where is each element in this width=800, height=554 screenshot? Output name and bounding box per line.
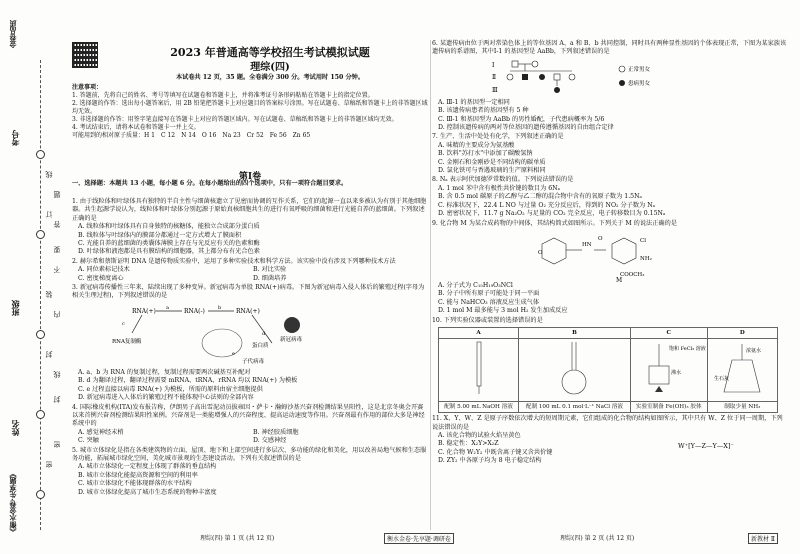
option: C. e 过程直接以病毒 RNA(+) 为模板，所需的原料由宿主细胞提供 <box>78 385 263 393</box>
page-title: 2023 年普通高等学校招生考试模拟试题 <box>170 46 370 59</box>
note-item: 3. 非选择题的作答：用签字笔直接写在答题卡上对应的答题区域内。写在试题卷、草稿纸和答题卡上的非答题区域均无效。 <box>72 116 398 123</box>
option: C. 化合物 W₂Y₂ 中既含离子键又含共价键 <box>438 448 553 456</box>
diagram-arrow <box>132 315 142 333</box>
footer-page-left: 理综(四) 第 1 页 (共 12 页) <box>200 535 275 542</box>
pedigree-svg <box>492 59 692 97</box>
host-cell-outline <box>202 329 242 357</box>
diagram-label: e <box>232 350 235 357</box>
question-stem: 1. 由于线粒体和叶绿体具有独特的半自主性与细菌核遗立了见密而协调的互作关系，它们的起源一直以来多被认为有别于其他细胞器。共生起源学说认为，线粒体和叶绿体分别起源于原始真核细胞共生的进行有氧呼吸的细菌和进行光能自养的蓝细菌。下列叙述正确的是 <box>72 198 427 222</box>
benzene-ring <box>612 238 636 264</box>
option: C. 城市立体绿化不能体现群落的水平结构 <box>78 480 192 488</box>
atom-label: NH₂ <box>640 255 652 262</box>
question-1 <box>72 198 428 257</box>
inner-label: 浓氨水 <box>746 348 762 355</box>
strip-label-class: 班级 <box>10 300 20 316</box>
virus-icon <box>284 317 300 333</box>
question-5 <box>72 447 428 497</box>
footer-brand: 衡水金卷·先享题·调研卷 <box>384 533 454 544</box>
notes-heading: 注意事项： <box>72 84 103 91</box>
apparatus-heating-setup <box>630 339 707 401</box>
inner-text: 内 <box>53 310 61 318</box>
question-stem: 11. X、Y、W、Z 是原子序数依次增大的短周期元素，它们组成的化合物的结构如图所示，其中只有 W、Z 位于同一周期，下列说法错误的是 <box>432 415 783 431</box>
diagram-label: RNA复制酶 <box>112 338 142 345</box>
option: B. 线粒体与叶绿体内的膜部分都通过一定方式增大了膜面积 <box>78 231 242 239</box>
question-stem: 2. 赫尔希和蔡斯证明 DNA 是遗传物质实验中，运用了多种实验技术和科学方法。该实验中没有涉及下列哪种技术方法 <box>72 257 396 265</box>
male-normal-icon <box>512 61 518 67</box>
apparatus-burette <box>439 339 519 401</box>
column-divider <box>430 40 431 530</box>
seal-circle <box>36 150 45 159</box>
inner-label: 生石灰 <box>714 376 730 383</box>
option: A. 同位素标记技术 <box>78 266 130 274</box>
option: B. 分子中所有原子可能处于同一平面 <box>438 290 540 298</box>
table-caption: 配制 100 mL 0.1 mol·L⁻¹ NaCl 溶液 <box>519 401 631 412</box>
female-affected-icon <box>539 74 545 80</box>
strip-brand-top: 金卷品质 <box>8 20 17 48</box>
option: A. 味精的主要成分为氨基酸 <box>438 141 515 149</box>
seal-circle <box>36 230 45 239</box>
option: A. 线粒体和叶绿体具有自身独特的核糖体，能独立合成部分蛋白质 <box>78 223 260 231</box>
atom-label: O <box>598 235 603 242</box>
option: A. 感觉神经末梢 <box>78 428 124 436</box>
option: B. 含 0.5 mol 碳原子的乙醇与乙二醇的混合物中含有的氧原子数为 1.5Nₐ <box>438 193 642 201</box>
table-caption: 制取少量 NH₃ <box>707 401 777 412</box>
note-item: 1. 答题前，先将自己的姓名、考号等填写在试题卷和答题卡上，并将准考证号条形码粘贴在答题卡上的指定位置。 <box>72 92 374 99</box>
option: A. 分子式为 C₁₅H₁₉O₃NCl <box>438 281 513 289</box>
question-7 <box>432 133 788 175</box>
diagram-label: d <box>262 330 266 337</box>
diagram-label: a <box>166 304 169 311</box>
ammonia-flask-icon <box>712 340 772 396</box>
lab-apparatus-table <box>438 327 778 413</box>
qr-code-icon <box>72 42 98 68</box>
left-column <box>72 198 428 498</box>
seal-text: 密 <box>45 460 53 468</box>
option: C. 突触 <box>78 437 99 445</box>
question-stem: 10. 下列实验仪器或装置的选择错误的是 <box>432 316 543 324</box>
question-stem: 8. Nₐ 表示阿伏加德罗常数的值。下列说法错误的是 <box>432 176 574 184</box>
volumetric-flask-icon <box>559 340 589 396</box>
table-header: D <box>707 327 777 338</box>
option: C. Ⅲ-1 和基因型为 AaBb 的男性婚配，子代患病概率为 5/6 <box>438 115 605 123</box>
option: D. 城市立体绿化提高了城市生态系统的物种丰富度 <box>78 488 217 496</box>
inner-text: 答 <box>53 220 61 228</box>
inner-label: 沸水 <box>670 370 681 377</box>
seal-line <box>40 60 41 530</box>
option: A. 城市立体绿化一定程度上体现了群落的垂直结构 <box>78 463 217 471</box>
inner-text: 要 <box>53 245 61 253</box>
inner-text: 封 <box>53 395 61 403</box>
question-4 <box>72 404 428 446</box>
strip-label-name: 姓名 <box>10 420 20 436</box>
oxane-ring <box>542 238 566 264</box>
question-11 <box>432 415 788 465</box>
question-10 <box>432 317 788 414</box>
diagram-label: 蛋白质 <box>252 342 269 349</box>
option: B. d 为翻译过程，翻译过程需要 mRNA、tRNA、rRNA 均以 RNA(+) 为模板 <box>78 377 298 385</box>
female-normal-icon <box>532 61 538 67</box>
question-6 <box>432 40 788 132</box>
seal-text: 封 <box>45 350 53 358</box>
question-8 <box>432 176 788 218</box>
virus-diagram-svg <box>92 303 352 367</box>
question-2 <box>72 258 428 283</box>
female-normal-icon <box>507 74 513 80</box>
option: D. 控制该遗传病的两对等位基因的遗传遵循基因的自由组合定律 <box>438 124 614 132</box>
question-stem: 5. 城市立体绿化是指在各类建筑物的立面、屋顶、地下和上部空间进行多层次、多功能的绿化和美化，用以改善局地气候和生态服务功能，拓展城市绿化空间，美化城市景观的生态建设活动。下列有关叙述错误的是 <box>72 446 427 462</box>
atom-label: HN <box>582 241 592 248</box>
atom-label: Cl <box>640 237 646 244</box>
diagram-label: RNA(+) <box>236 307 260 315</box>
question-stem: 7. 生产、生活中处处有化学，下列叙述正确的是 <box>432 133 564 141</box>
diagram-label: RNA(+) <box>132 307 156 315</box>
option: C. 密度梯度离心 <box>78 274 124 282</box>
generation-label: Ⅱ <box>492 73 497 81</box>
inner-text: 不 <box>53 265 61 273</box>
apparatus-volumetric-flask <box>519 339 631 401</box>
diagram-label: RNA(-) <box>184 307 205 315</box>
atom-label: O <box>538 249 543 256</box>
diagram-label: c <box>122 320 125 327</box>
legend-normal-icon <box>619 66 625 72</box>
table-header: B <box>519 327 631 338</box>
strip-label-exam-number: 考号 <box>10 130 20 146</box>
note-item: 4. 考试结束后，请将本试卷和答题卡一并上交。 <box>72 124 200 131</box>
option: D. 叶绿体和液泡都是具有膜结构的细胞器，其上都分布有光合色素 <box>78 248 260 256</box>
option: B. 城市立体绿化能提高资源和空间的利用率 <box>78 471 198 479</box>
seal-text: 线 <box>45 170 53 178</box>
note-item: 2. 选择题的作答：选出每小题答案后，用 2B 铅笔把答题卡上对应题目的答案标号涂黑。写在试题卷、草稿纸和答题卡上的非答题区域均无效。 <box>72 100 428 115</box>
option: A. a、b 为 RNA 的复制过程，复制过程需要两次碱基互补配对 <box>78 368 251 376</box>
legend-affected-icon <box>619 80 625 86</box>
option: D. 细菌培养 <box>253 274 287 282</box>
right-column <box>432 40 788 467</box>
section-title: 第Ⅰ卷 <box>238 172 262 182</box>
table-caption: 实验室制备 Fe(OH)₃ 胶体 <box>630 401 707 412</box>
option: D. 交感神经 <box>253 437 287 445</box>
seal-circle <box>36 490 45 499</box>
female-normal-icon <box>569 74 575 80</box>
option: A. Ⅲ-1 的基因型一定相同 <box>438 98 510 106</box>
option: B. 神经胶质细胞 <box>253 428 299 436</box>
pedigree-chart <box>492 59 692 97</box>
question-stem: 9. 化合物 M 为某合成药物的中间体，其结构简式如图所示。下列关于 M 的说法正确的是 <box>432 219 677 227</box>
option: B. 对比实验 <box>253 266 287 274</box>
compound-structure: W⁺[Y—Z—Y—X]⁻ <box>678 441 734 450</box>
table-header: A <box>439 327 519 338</box>
generation-label: Ⅲ <box>492 86 498 94</box>
page-subtitle: 理综(四) <box>250 62 290 73</box>
seal-text: 订 <box>45 210 53 218</box>
question-3 <box>72 284 428 402</box>
burette-icon <box>469 340 489 396</box>
option: D. 新冠病毒进入人体后的繁殖过程不能体现中心法则的全部内容 <box>78 394 254 402</box>
inner-text: 题 <box>53 190 61 198</box>
binding-strip <box>0 0 62 554</box>
option: C. 光能自养的蓝细菌的类囊体薄膜上存在与光反应有关的色素和酶 <box>78 240 260 248</box>
question-stem: 3. 新冠病毒传播性三年来，陆续出现了多种变异。新冠病毒为单股 RNA(+)病毒。下图为新冠病毒入侵人体后的繁殖过程(字母为相关生理过程)，下列叙述错误的是 <box>72 284 425 300</box>
virus-replication-diagram <box>92 303 352 367</box>
table-caption: 配制 5.00 mL NaOH 溶液 <box>439 401 519 412</box>
molecule-label: M <box>616 276 623 284</box>
seal-circle <box>36 410 45 419</box>
section-description: 一、选择题：本题共 13 小题，每小题 6 分。在每小题给出的四个选项中，只有一项符合题目要求。 <box>72 180 348 187</box>
seal-text: 装 <box>45 290 53 298</box>
option: A. 1 mol 苯中含有极性共价键的数目为 6Nₐ <box>438 184 560 192</box>
option: B. 饮料"苏打水"中添加了碳酸氢钠 <box>438 150 533 158</box>
apparatus-flask <box>707 339 777 401</box>
question-stem: 4. 国际橡皮机构(ITA)发布报告称，伊朗男子高出雪泥动员拔雍因・萨卡・瀚姆沙基兴奋剂检测结果呈阳性，这是北京冬奥会开赛以来首例兴奋剂检测结果阳性案例。兴奋剂是一类能增强人的兴奋程度、提高运动速度等作用。兴奋剂最有作用的部位大多是神经系统中的 <box>72 403 425 428</box>
exam-notes <box>72 84 428 140</box>
generation-label: Ⅰ <box>492 61 495 69</box>
option: C. 金刚石和金刚砂是不同结构的碳单质 <box>438 158 546 166</box>
diagram-label: b <box>218 304 222 311</box>
inner-text: 线 <box>53 370 61 378</box>
exam-meta: 本试卷共 12 页，35 题。全卷满分 300 分。考试用时 150 分钟。 <box>175 74 365 81</box>
male-normal-icon <box>554 74 560 80</box>
heating-setup-icon <box>639 340 706 396</box>
option: C. 能与 NaHCO₃ 溶液反应生成气体 <box>438 298 540 306</box>
question-9 <box>432 220 788 316</box>
molecule-structure <box>532 230 692 284</box>
option: B. 稳定性：X₂Y>X₂Z <box>438 440 499 448</box>
diagram-arrow <box>252 315 272 343</box>
footer-badge: 新教材 Ⅱ <box>748 533 778 544</box>
molecule-svg <box>532 230 692 284</box>
option: D. 密密状况下，11.7 g Na₂O₂ 与足量的 CO₂ 完全反应，电子转移数目为 0.15Nₐ <box>438 210 666 218</box>
table-header: C <box>630 327 707 338</box>
option: D. 氯化铁可与香遇玻璃的生产原料相同 <box>438 167 546 175</box>
inner-label: 饱和 FeCl₃ 溶液 <box>668 346 706 353</box>
atom-label: COOCH₃ <box>620 271 645 278</box>
option: D. 1 mol M 最多能与 3 mol H₂ 发生加成反应 <box>438 307 568 315</box>
legend-label: 患病男女 <box>628 80 651 87</box>
diagram-label: 子代病毒 <box>242 358 265 365</box>
note-item: 可能用到的相对原子质量：H 1 C 12 N 14 O 16 Na 23 Cr 52 Fe 56 Zn 65 <box>72 132 311 139</box>
option: A. 该化合物的试验火焰呈黄色 <box>438 431 521 439</box>
male-affected-icon <box>522 74 528 80</box>
female-affected-icon <box>554 87 560 93</box>
option: C. 标准状况下，22.4 L NO 与过量 O₂ 充分反应后，得到的 NO₂ 分子数为 Nₐ <box>438 201 655 209</box>
seal-circle <box>36 330 45 339</box>
footer-page-right: 理综(四) 第 2 页 (共 12 页) <box>560 535 635 542</box>
strip-brand: 《衡水金卷·先享题》 <box>8 470 17 536</box>
option: D. ZY₂ 中各原子均为 8 电子稳定结构 <box>438 457 542 465</box>
legend-label: 正常男女 <box>628 66 651 73</box>
question-stem: 6. 某遗传病由位于两对常染色体上的等位基因 A、a 和 B、b 共同控制，同时具有两种显性基因的个体表现正常，下图为某家族该遗传病的系谱图，其中Ⅰ-1 的基因型是 AaBb，下列叙述错误的是 <box>432 40 787 56</box>
option: B. 该遗传病患者的基因型有 5 种 <box>438 107 529 115</box>
inner-text: 密 <box>53 440 61 448</box>
diagram-label: 新冠病毒 <box>280 336 303 343</box>
